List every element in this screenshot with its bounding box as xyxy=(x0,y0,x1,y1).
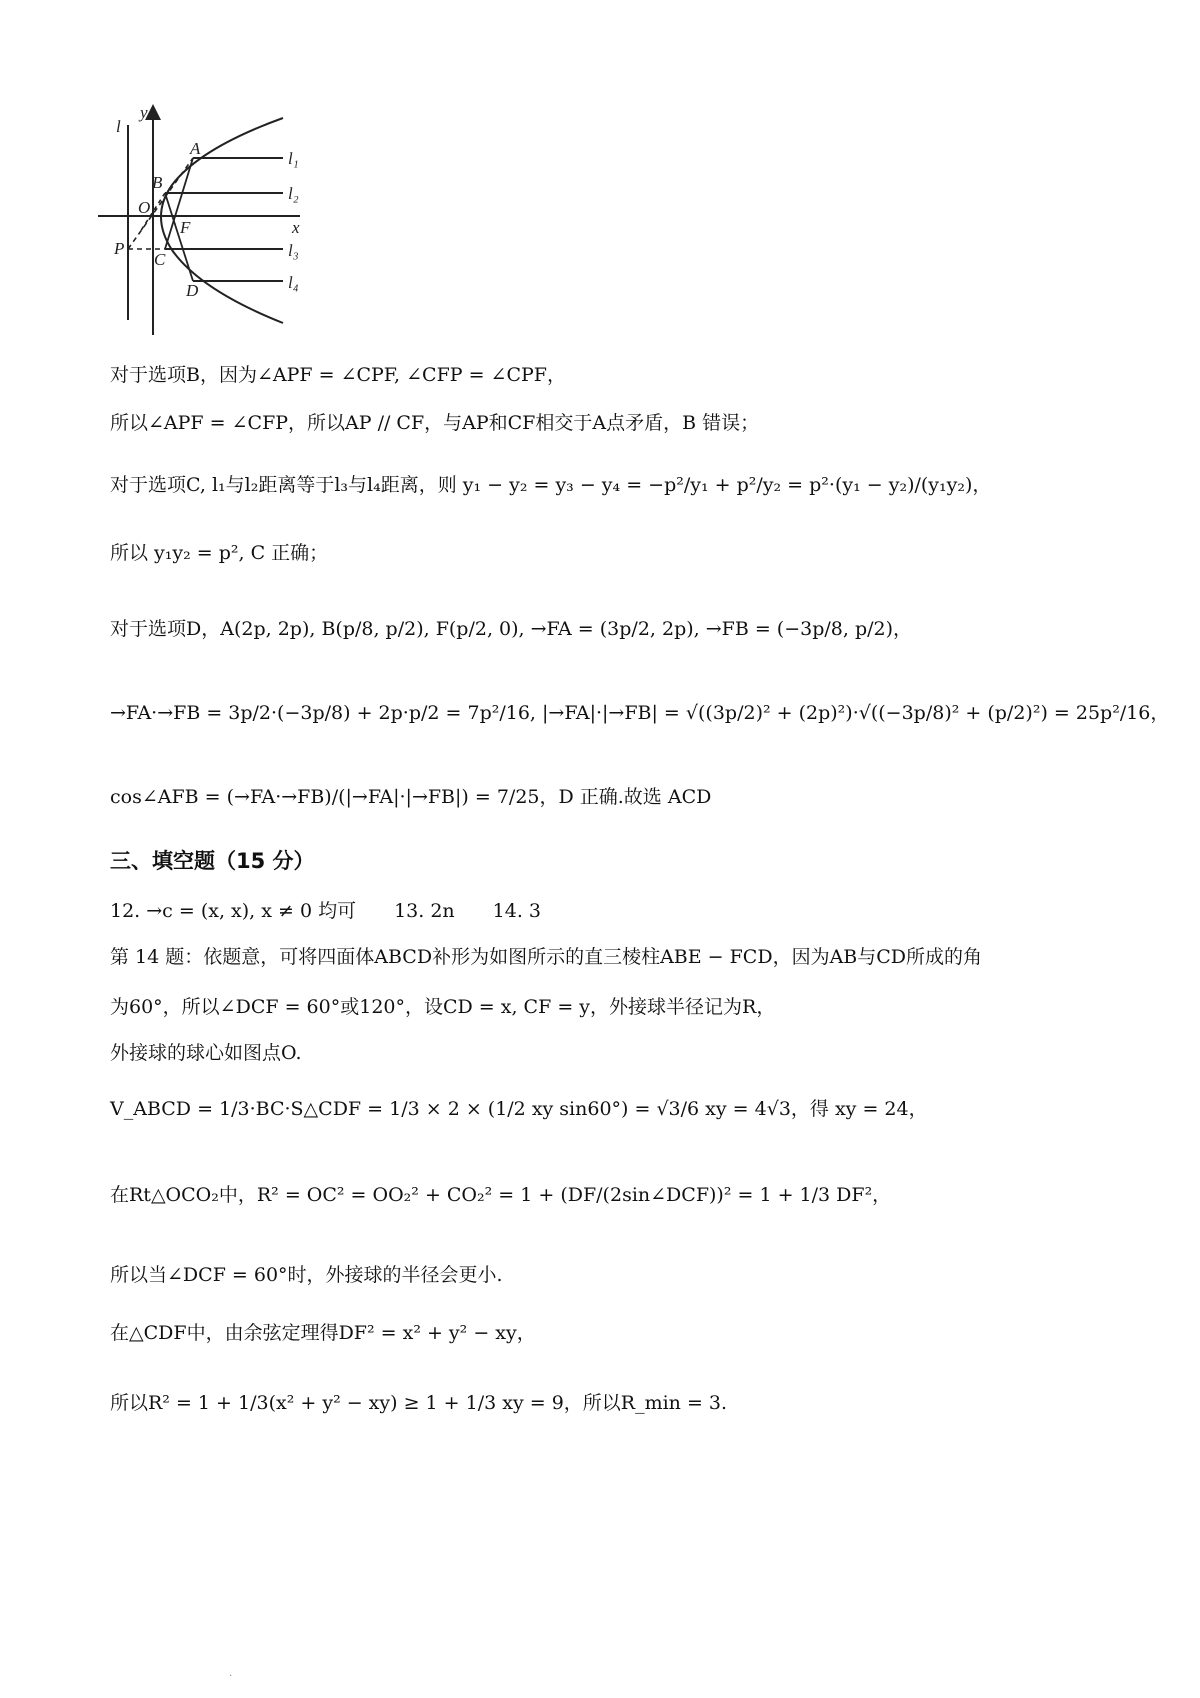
label-C: C xyxy=(154,250,166,269)
label-P: P xyxy=(114,239,125,258)
label-l2: l₂ xyxy=(288,184,299,203)
label-l4: l₄ xyxy=(288,273,299,292)
text-line-angle-60: 所以当∠DCF = 60°时，外接球的半径会更小. xyxy=(110,1264,503,1286)
text-line-volume: V_ABCD = 1/3·BC·S△CDF = 1/3 × 2 × (1/2 xy sin60°) = √3/6 xy = 4√3，得 xy = 24， xyxy=(110,1098,928,1120)
page-dot: . xyxy=(229,1668,233,1679)
text-line-radius: 在Rt△OCO₂中，R² = OC² = OO₂² + CO₂² = 1 + (DF/(2sin∠DCF))² = 1 + 1/3 DF²， xyxy=(110,1184,892,1206)
label-l3: l₃ xyxy=(288,241,299,260)
text-line-q14-angle: 为60°，所以∠DCF = 60°或120°，设CD = x, CF = y，外接球半径记为R， xyxy=(110,996,776,1018)
text-line-cosine: cos∠AFB = (→FA·→FB)/(|→FA|·|→FB|) = 7/25，D 正确.故选 ACD xyxy=(110,786,712,808)
label-y: y xyxy=(140,103,148,122)
label-A: A xyxy=(190,139,201,158)
text-line-q14-intro: 第 14 题：依题意，可将四面体ABCD补形为如图所示的直三棱柱ABE − FCD，因为AB与CD所成的角 xyxy=(110,946,983,968)
label-l: l xyxy=(116,117,121,136)
label-l1: l₁ xyxy=(288,149,299,168)
text-line-option-b: 对于选项B，因为∠APF = ∠CPF, ∠CFP = ∠CPF， xyxy=(110,364,566,386)
text-line-dot-product: →FA·→FB = 3p/2·(−3p/8) + 2p·p/2 = 7p²/16, |→FA|·|→FB| = √((3p/2)² + (2p)²)·√((−3p/8)² + (p/2)²) = 25p²/16， xyxy=(110,702,1170,724)
text-line-option-c: 对于选项C, l₁与l₂距离等于l₃与l₄距离，则 y₁ − y₂ = y₃ − y₄ = −p²/y₁ + p²/y₂ = p²·(y₁ − y₂)/(y₁y₂)， xyxy=(110,474,992,496)
text-line-option-d: 对于选项D，A(2p, 2p), B(p/8, p/2), F(p/2, 0), →FA = (3p/2, 2p), →FB = (−3p/8, p/2)， xyxy=(110,618,913,640)
label-D: D xyxy=(186,281,199,300)
label-O: O xyxy=(138,198,151,217)
section-heading: 三、填空题（15 分） xyxy=(110,849,315,873)
text-line-cosine-law: 在△CDF中，由余弦定理得DF² = x² + y² − xy， xyxy=(110,1322,536,1344)
label-B: B xyxy=(152,173,163,192)
label-F: F xyxy=(180,218,191,237)
text-line-answers: 12. →c = (x, x), x ≠ 0 均可 13. 2n 14. 3 xyxy=(110,900,541,922)
text-line-b-conclusion: 所以∠APF = ∠CFP，所以AP // CF，与AP和CF相交于A点矛盾，B 错误； xyxy=(110,412,760,434)
parabola-figure xyxy=(95,100,335,340)
text-line-c-conclusion: 所以 y₁y₂ = p², C 正确； xyxy=(110,542,329,564)
text-line-rmin: 所以R² = 1 + 1/3(x² + y² − xy) ≥ 1 + 1/3 xy = 9，所以R_min = 3. xyxy=(110,1392,728,1414)
label-x: x xyxy=(292,218,300,237)
text-line-q14-center: 外接球的球心如图点O. xyxy=(110,1042,302,1064)
